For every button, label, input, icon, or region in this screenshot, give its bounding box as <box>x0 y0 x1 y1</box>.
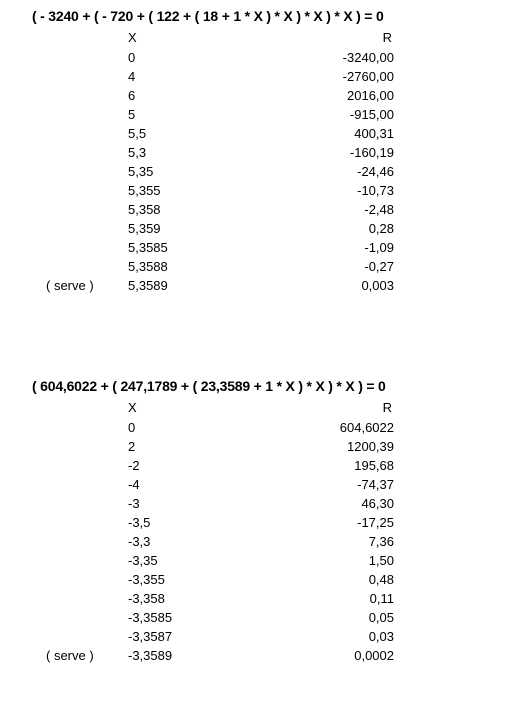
row-x-value: -3,355 <box>128 572 165 587</box>
row-r-value: -160,19 <box>349 145 394 160</box>
table-row <box>0 276 531 296</box>
row-x-value: 5,3588 <box>128 259 168 274</box>
table-row <box>0 219 531 239</box>
row-x-value: -3 <box>128 496 140 511</box>
row-r-value: -2,48 <box>364 202 394 217</box>
row-x-value: 5 <box>128 107 136 122</box>
table-row <box>0 48 531 68</box>
table-row <box>0 513 531 533</box>
column-header-x: X <box>128 400 137 415</box>
row-x-value: 5,35 <box>128 164 154 179</box>
row-r-value: -1,09 <box>364 240 394 255</box>
row-r-value: 0,05 <box>368 610 394 625</box>
row-x-value: 5,5 <box>128 126 147 141</box>
row-x-value: -4 <box>128 477 140 492</box>
row-r-value: 1,50 <box>368 553 394 568</box>
row-r-value: 7,36 <box>368 534 394 549</box>
table-row <box>0 589 531 609</box>
row-x-value: -3,3589 <box>128 648 173 663</box>
row-x-value: 4 <box>128 69 136 84</box>
row-x-value: 5,3 <box>128 145 147 160</box>
table-row <box>0 143 531 163</box>
row-x-value: 6 <box>128 88 136 103</box>
row-r-value: 195,68 <box>354 458 394 473</box>
row-r-value: 0,11 <box>369 591 394 606</box>
table-row <box>0 124 531 144</box>
row-r-value: 604,6022 <box>339 420 394 435</box>
column-header-r: R <box>382 400 392 415</box>
table-row <box>0 646 531 666</box>
row-x-value: 5,3585 <box>128 240 168 255</box>
row-x-value: 5,359 <box>128 221 161 236</box>
row-x-value: -2 <box>128 458 140 473</box>
table-row <box>0 418 531 438</box>
table-row <box>0 570 531 590</box>
table-row <box>0 181 531 201</box>
table-row <box>0 257 531 277</box>
table-row <box>0 67 531 87</box>
table-row <box>0 162 531 182</box>
equation-title: ( 604,6022 + ( 247,1789 + ( 23,3589 + 1 * X ) * X ) * X ) = 0 <box>32 378 386 394</box>
row-x-value: 5,355 <box>128 183 161 198</box>
row-r-value: -0,27 <box>364 259 394 274</box>
row-note: ( serve ) <box>46 648 94 663</box>
table-row <box>0 475 531 495</box>
table-row <box>0 532 531 552</box>
row-x-value: -3,3 <box>128 534 151 549</box>
row-x-value: 5,358 <box>128 202 161 217</box>
row-x-value: 0 <box>128 420 136 435</box>
equation-title: ( - 3240 + ( - 720 + ( 122 + ( 18 + 1 * X ) * X ) * X ) * X ) = 0 <box>32 8 384 24</box>
row-r-value: 0,28 <box>368 221 394 236</box>
row-x-value: 0 <box>128 50 136 65</box>
row-x-value: -3,5 <box>128 515 151 530</box>
table-row <box>0 238 531 258</box>
column-header-row <box>0 398 531 418</box>
column-header-x: X <box>128 30 137 45</box>
row-x-value: -3,3585 <box>128 610 173 625</box>
table-row <box>0 86 531 106</box>
table-row <box>0 494 531 514</box>
row-r-value: 2016,00 <box>347 88 394 103</box>
row-r-value: 400,31 <box>354 126 394 141</box>
row-r-value: -3240,00 <box>342 50 394 65</box>
row-r-value: 0,003 <box>361 278 394 293</box>
row-x-value: -3,358 <box>128 591 165 606</box>
table-row <box>0 105 531 125</box>
column-header-r: R <box>382 30 392 45</box>
row-r-value: -74,37 <box>357 477 394 492</box>
row-r-value: 46,30 <box>361 496 394 511</box>
row-r-value: 0,03 <box>368 629 394 644</box>
row-r-value: 0,48 <box>368 572 394 587</box>
table-row <box>0 456 531 476</box>
table-row <box>0 437 531 457</box>
table-row <box>0 608 531 628</box>
row-x-value: -3,35 <box>128 553 158 568</box>
table-row <box>0 551 531 571</box>
column-header-row <box>0 28 531 48</box>
row-r-value: -2760,00 <box>342 69 394 84</box>
table-row <box>0 627 531 647</box>
row-r-value: 1200,39 <box>347 439 394 454</box>
row-r-value: -10,73 <box>357 183 394 198</box>
row-r-value: -17,25 <box>357 515 394 530</box>
row-r-value: -915,00 <box>349 107 394 122</box>
table-row <box>0 200 531 220</box>
row-r-value: 0,0002 <box>354 648 394 663</box>
row-note: ( serve ) <box>46 278 94 293</box>
row-x-value: 5,3589 <box>128 278 168 293</box>
row-x-value: 2 <box>128 439 136 454</box>
row-x-value: -3,3587 <box>128 629 173 644</box>
row-r-value: -24,46 <box>357 164 394 179</box>
